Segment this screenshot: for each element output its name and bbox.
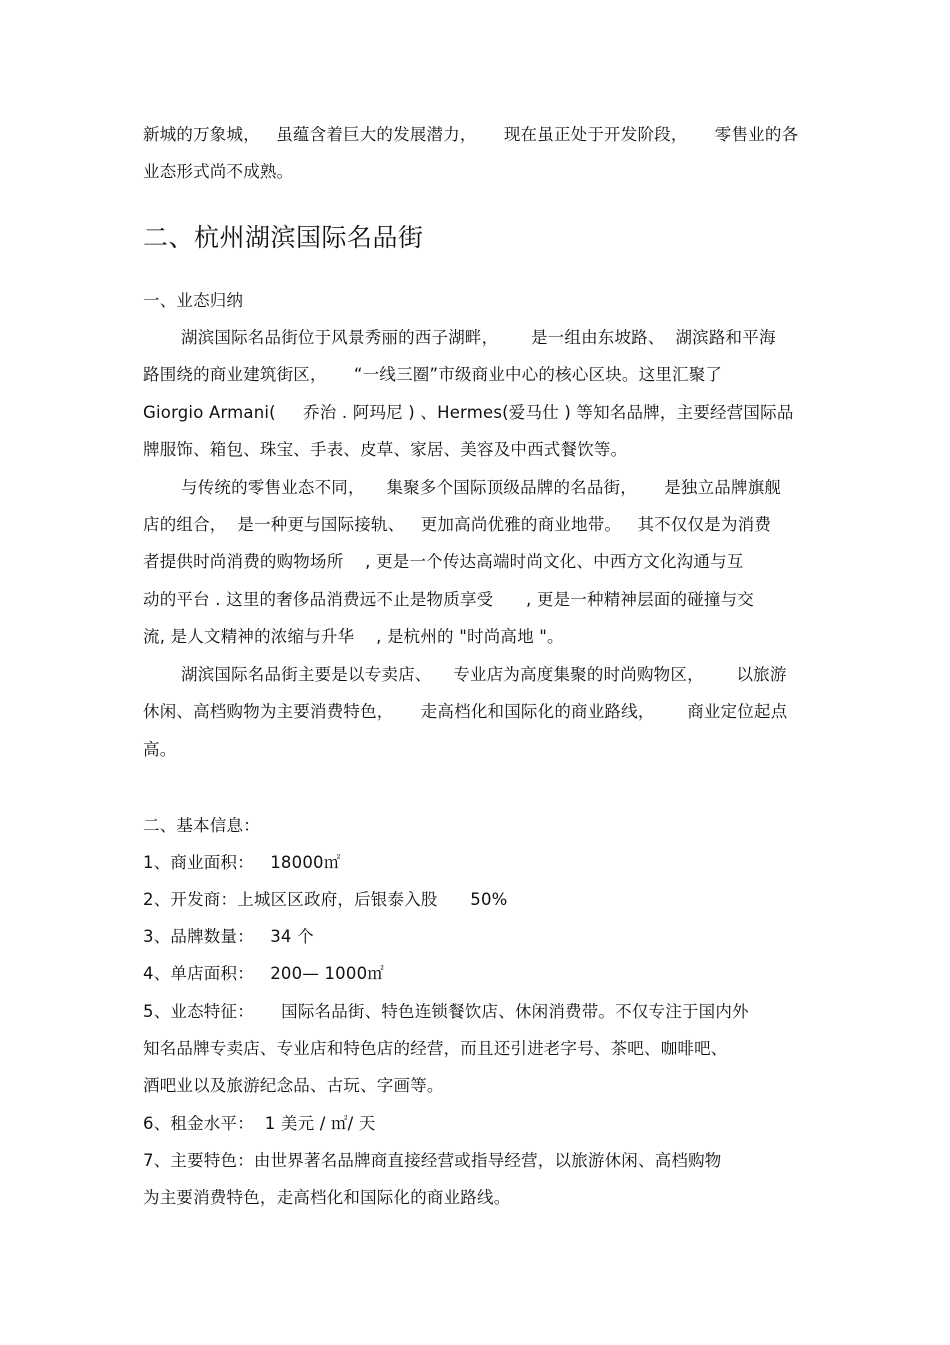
paragraph-line: 与传统的零售业态不同， 集聚多个国际顶级品牌的名品街， 是独立品牌旗舰: [181, 478, 782, 497]
info-item: 2、开发商：上城区区政府，后银泰入股 50%: [143, 890, 508, 909]
paragraph-line: 湖滨国际名品街位于风景秀丽的西子湖畔， 是一组由东坡路、 湖滨路和平海: [181, 328, 776, 347]
paragraph-line: 高。: [143, 740, 177, 759]
part2-title: 二、基本信息：: [143, 816, 260, 835]
paragraph-line: Giorgio Armani( 乔治 . 阿玛尼 ) 、Hermes(爱马仕 ) 等知名品牌，主要经营国际品: [143, 403, 794, 422]
paragraph-line: 休闲、高档购物为主要消费特色， 走高档化和国际化的商业路线， 商业定位起点: [143, 702, 788, 721]
paragraph-line: 牌服饰、箱包、珠宝、手表、皮草、家居、美容及中西式餐饮等。: [143, 440, 628, 459]
section-heading: 二、杭州湖滨国际名品街: [143, 223, 424, 252]
info-item: 1、商业面积： 18000㎡: [143, 853, 341, 872]
paragraph-line: 流, 是人文精神的浓缩与升华 , 是杭州的 "时尚高地 "。: [143, 627, 564, 646]
info-item: 7、主要特色：由世界著名品牌商直接经营或指导经营，以旅游休闲、高档购物: [143, 1151, 722, 1170]
intro-line-2: 业态形式尚不成熟。: [143, 162, 294, 181]
intro-line-1: 新城的万象城， 虽蕴含着巨大的发展潜力， 现在虽正处于开发阶段， 零售业的各: [143, 125, 799, 144]
part1-title: 一、业态归纳: [143, 291, 244, 310]
info-item: 酒吧业以及旅游纪念品、古玩、字画等。: [143, 1076, 444, 1095]
paragraph-line: 路围绕的商业建筑街区， “一线三圈”市级商业中心的核心区块。这里汇聚了: [143, 365, 723, 384]
info-item: 3、品牌数量： 34 个: [143, 927, 314, 946]
info-item: 5、业态特征： 国际名品街、特色连锁餐饮店、休闲消费带。不仅专注于国内外: [143, 1002, 749, 1021]
paragraph-line: 湖滨国际名品街主要是以专卖店、 专业店为高度集聚的时尚购物区， 以旅游: [181, 665, 787, 684]
paragraph-line: 动的平台 . 这里的奢侈品消费远不止是物质享受 , 更是一种精神层面的碰撞与交: [143, 590, 754, 609]
info-item: 知名品牌专卖店、专业店和特色店的经营，而且还引进老字号、茶吧、咖啡吧、: [143, 1039, 728, 1058]
info-item: 4、单店面积： 200— 1000㎡: [143, 964, 384, 983]
paragraph-line: 者提供时尚消费的购物场所 , 更是一个传达高端时尚文化、中西方文化沟通与互: [143, 552, 744, 571]
paragraph-line: 店的组合， 是一种更与国际接轨、 更加高尚优雅的商业地带。 其不仅仅是为消费: [143, 515, 772, 534]
info-item: 为主要消费特色，走高档化和国际化的商业路线。: [143, 1188, 511, 1207]
info-item: 6、租金水平： 1 美元 / ㎡/ 天: [143, 1114, 376, 1133]
